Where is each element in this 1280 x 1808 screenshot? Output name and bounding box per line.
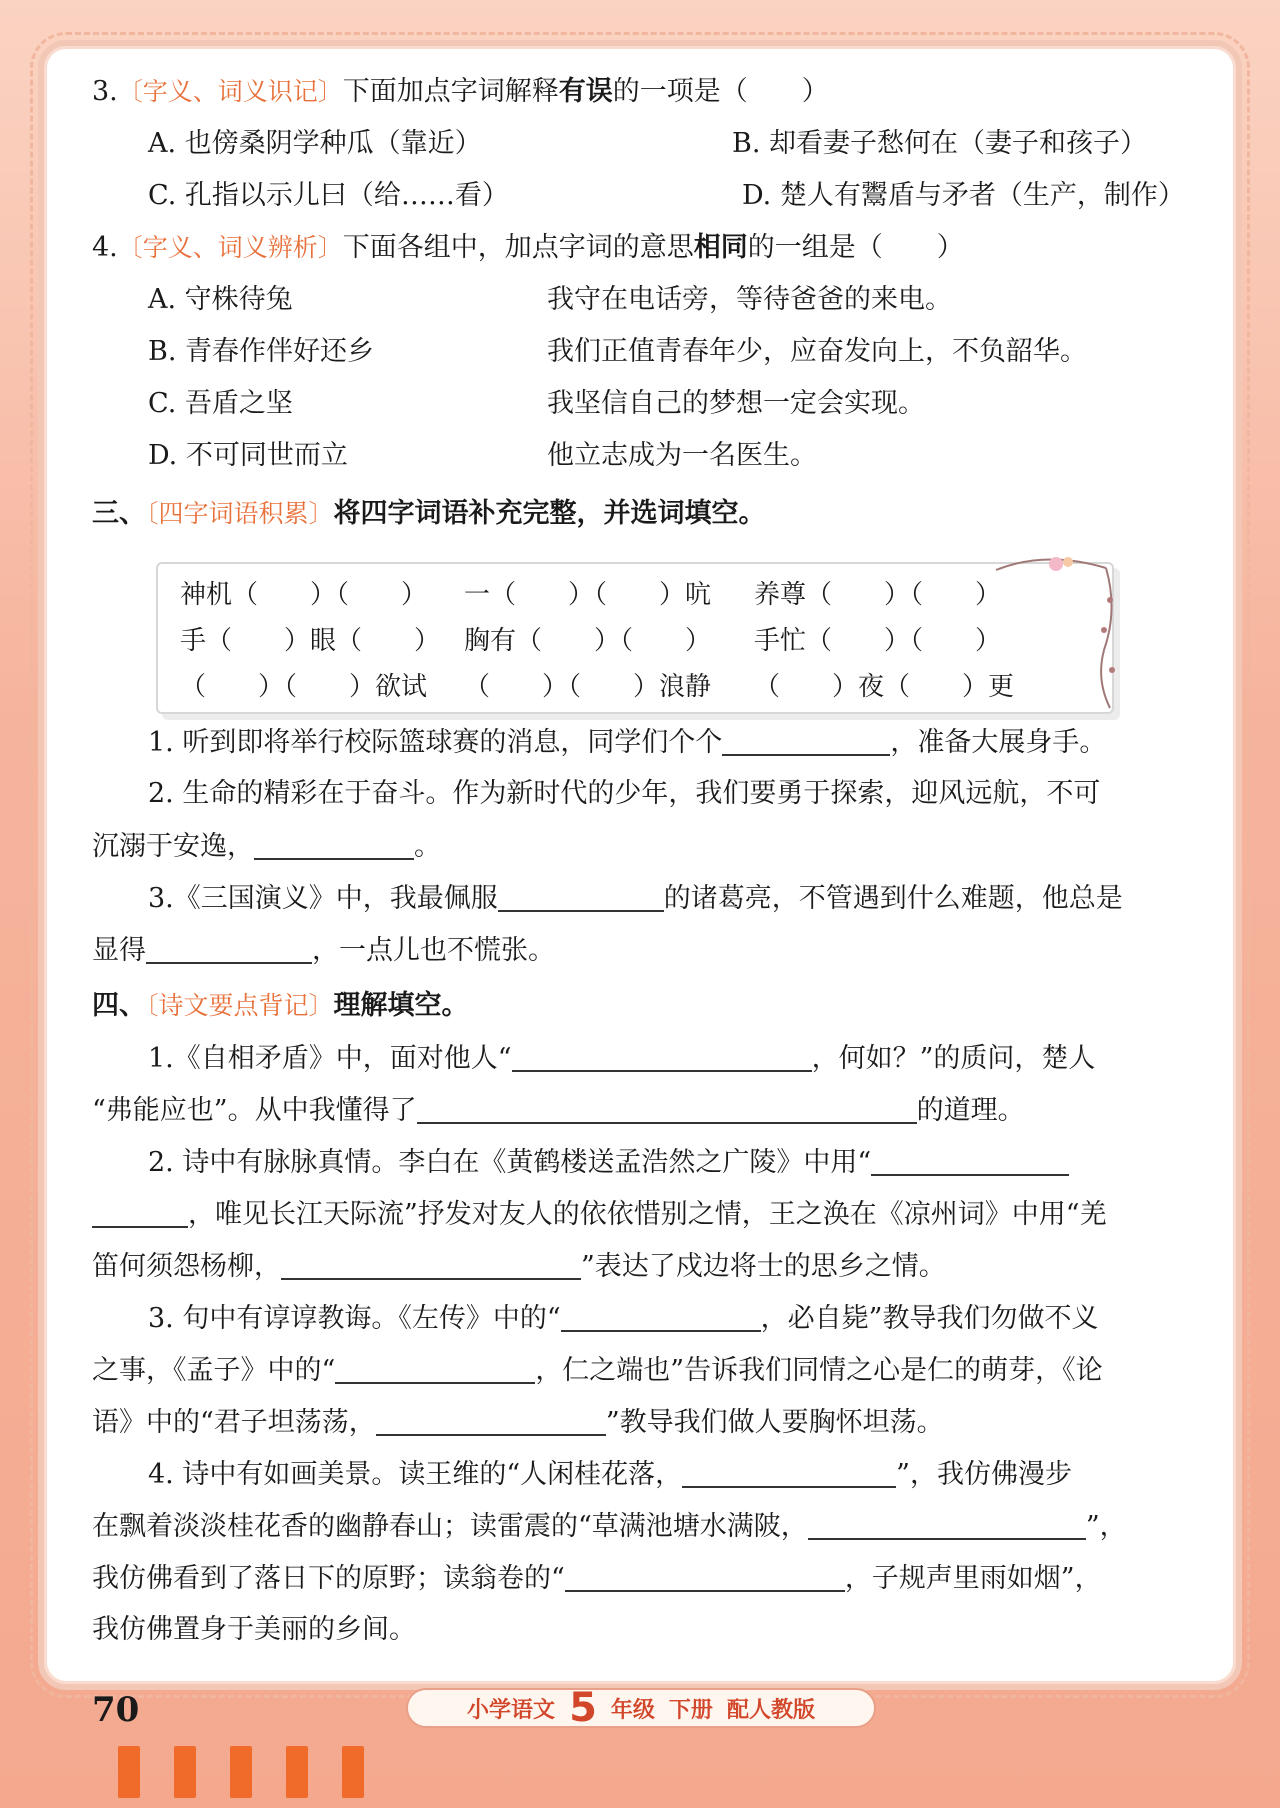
idiom-item[interactable]: 养尊（ ）（ ） (754, 580, 1002, 610)
sec4-p4-cont3 (92, 1616, 1202, 1668)
q3-option-d[interactable]: D. 楚人有鬻盾与矛者（生产，制作） (742, 180, 1185, 211)
q4-option-row (92, 442, 1202, 494)
decorative-bars (118, 1746, 364, 1798)
q3-option-a[interactable]: A. 也傍桑阴学种瓜（靠近） (148, 128, 482, 159)
answer-blank[interactable] (512, 1044, 812, 1072)
q3-option-c[interactable]: C. 孔指以示儿曰（给……看） (148, 180, 509, 211)
answer-blank[interactable] (92, 1200, 188, 1228)
q3-stem-emphasis: 有误 (558, 76, 613, 107)
sec4-tag: 〔诗文要点背记〕 (146, 991, 334, 1020)
q4-option-left[interactable]: D. 不可同世而立 (148, 440, 348, 471)
sec4-p4-mid2: ”， (1085, 1511, 1127, 1542)
sec3-q3-cont (92, 936, 1202, 988)
idiom-item[interactable]: 胸有（ ）（ ） (464, 626, 712, 656)
sec3-heading (92, 500, 1202, 552)
sec4-instruction: 理解填空。 (333, 990, 469, 1021)
sec4-p1-cont (92, 1096, 1202, 1148)
answer-blank[interactable] (722, 728, 890, 756)
sec4-p4-mid: ”，我仿佛漫步 (896, 1459, 1072, 1490)
idiom-item[interactable]: 一（ ）（ ）吭 (464, 580, 712, 610)
answer-blank[interactable] (498, 884, 664, 912)
idiom-row (158, 582, 1112, 626)
idiom-box (156, 562, 1114, 714)
sec4-p3-mid: ，必自毙”教导我们勿做不义 (760, 1303, 1099, 1334)
sec4-p2-cont2 (92, 1252, 1202, 1304)
sec4-p2-cont (92, 1200, 1202, 1252)
term-label: 下册 (668, 1697, 713, 1723)
sec4-p2-text2: ，唯见长江天际流”抒发对友人的依依惜别之情，王之涣在《凉州词》中用“羌 (188, 1199, 1107, 1230)
idiom-item[interactable]: （ ）（ ）欲试 (180, 672, 428, 702)
q4-option-row (92, 338, 1202, 390)
sec4-p3 (92, 1304, 1202, 1356)
q4-stem (92, 234, 1202, 286)
q4-option-left[interactable]: B. 青春作伴好还乡 (148, 336, 375, 367)
sec3-tag: 〔四字词语积累〕 (146, 499, 334, 528)
subject-label: 小学语文 (467, 1697, 556, 1723)
answer-blank[interactable] (561, 1304, 761, 1332)
answer-blank[interactable] (565, 1564, 845, 1592)
answer-blank[interactable] (417, 1096, 917, 1124)
sec3-q3-text: 3.《三国演义》中，我最佩服 (148, 883, 498, 914)
sec3-q2-text: 2. 生命的精彩在于奋斗。作为新时代的少年，我们要勇于探索，迎风远航，不可 (148, 778, 1101, 809)
answer-blank[interactable] (281, 1252, 581, 1280)
grade-number: 5 (569, 1685, 597, 1731)
answer-blank[interactable] (335, 1356, 535, 1384)
deco-bar (342, 1746, 364, 1798)
q4-option-row (92, 286, 1202, 338)
sec4-p2-text3: 笛何须怨杨柳， (92, 1251, 281, 1282)
q3-stem (92, 78, 1202, 130)
answer-blank[interactable] (146, 936, 312, 964)
q3-stem-text: 下面加点字词解释 (342, 76, 559, 107)
sec3-q3 (92, 884, 1202, 936)
sec4-p3-text: 3. 句中有谆谆教诲。《左传》中的“ (148, 1303, 561, 1334)
q3-tag: 〔字义、词义识记〕 (117, 77, 343, 106)
sec4-p3-text2: 之事，《孟子》中的“ (92, 1355, 336, 1386)
sec4-p3-cont2 (92, 1408, 1202, 1460)
sec4-p4-text2: 在飘着淡淡桂花香的幽静春山；读雷震的“草满池塘水满陂， (92, 1511, 808, 1542)
q4-option-right: 我坚信自己的梦想一定会实现。 (547, 388, 925, 419)
sec3-q3-text2: 显得 (92, 935, 146, 966)
sec4-p4-text: 4. 诗中有如画美景。读王维的“人闲桂花落， (148, 1459, 683, 1490)
sec3-q2-cont (92, 832, 1202, 884)
sec4-p4-text3: 我仿佛看到了落日下的原野；读翁卷的“ (92, 1563, 565, 1594)
q4-option-right: 我守在电话旁，等待爸爸的来电。 (547, 284, 952, 315)
q4-option-left[interactable]: A. 守株待兔 (148, 284, 293, 315)
sec4-p4-end: 我仿佛置身于美丽的乡间。 (92, 1614, 416, 1645)
sec4-p2-text: 2. 诗中有脉脉真情。李白在《黄鹤楼送孟浩然之广陵》中用“ (148, 1147, 872, 1178)
sec3-q2 (92, 780, 1202, 832)
q4-option-row (92, 390, 1202, 442)
sec3-q2-end: 。 (414, 831, 441, 862)
idiom-item[interactable]: 神机（ ）（ ） (180, 580, 428, 610)
sec4-p4-cont2 (92, 1564, 1202, 1616)
deco-bar (174, 1746, 196, 1798)
sec4-p3-mid2: ，仁之端也”告诉我们同情之心是仁的萌芽，《论 (535, 1355, 1103, 1386)
sec4-p2 (92, 1148, 1202, 1200)
sec4-heading (92, 992, 1202, 1044)
sec3-q1 (92, 728, 1202, 780)
answer-blank[interactable] (376, 1408, 606, 1436)
sec3-instruction: 将四字词语补充完整，并选词填空。 (333, 498, 766, 529)
sec4-p3-cont (92, 1356, 1202, 1408)
answer-blank[interactable] (808, 1512, 1086, 1540)
q3-options-row2 (92, 182, 1202, 234)
book-info-badge (406, 1685, 876, 1731)
sec4-p3-end: ”教导我们做人要胸怀坦荡。 (605, 1407, 944, 1438)
q4-tag: 〔字义、词义辨析〕 (117, 233, 343, 262)
idiom-row (158, 674, 1112, 718)
q3-option-b[interactable]: B. 却看妻子愁何在（妻子和孩子） (732, 128, 1148, 159)
sec4-p3-text3: 语》中的“君子坦荡荡， (92, 1407, 376, 1438)
sec4-p1-mid: ，何如？”的质问，楚人 (811, 1043, 1096, 1074)
q4-option-right: 他立志成为一名医生。 (547, 440, 817, 471)
sec3-q2-text2: 沉溺于安逸， (92, 831, 254, 862)
sec4-p1-end: 的道理。 (916, 1095, 1025, 1126)
worksheet-content (92, 78, 1202, 1668)
q3-stem-end: 的一项是（ ） (612, 76, 829, 107)
sec3-q1-end: ，准备大展身手。 (890, 727, 1107, 758)
q4-stem-end: 的一组是（ ） (747, 232, 964, 263)
idiom-item[interactable]: （ ）（ ）浪静 (464, 672, 712, 702)
deco-bar (230, 1746, 252, 1798)
q4-option-left[interactable]: C. 吾盾之坚 (148, 388, 293, 419)
edition-label: 配人教版 (726, 1697, 815, 1723)
grade-unit: 年级 (610, 1697, 655, 1723)
answer-blank[interactable] (254, 832, 414, 860)
page-number: 70 (92, 1690, 140, 1730)
idiom-item[interactable]: 手（ ）眼（ ） (180, 626, 441, 656)
q4-stem-text: 下面各组中，加点字词的意思 (342, 232, 694, 263)
q3-number: 3. (92, 76, 118, 107)
idiom-item[interactable]: 手忙（ ）（ ） (754, 626, 1002, 656)
q3-options-row1 (92, 130, 1202, 182)
deco-bar (118, 1746, 140, 1798)
q4-number: 4. (92, 232, 118, 263)
sec4-p1-text: 1.《自相矛盾》中，面对他人“ (148, 1043, 512, 1074)
sec4-p1 (92, 1044, 1202, 1096)
deco-bar (286, 1746, 308, 1798)
sec4-p4-cont (92, 1512, 1202, 1564)
sec3-number: 三、 (92, 498, 146, 529)
sec4-p4-mid3: ，子规声里雨如烟”， (844, 1563, 1102, 1594)
sec3-q3-end: ，一点儿也不慌张。 (312, 935, 555, 966)
sec4-number: 四、 (92, 990, 146, 1021)
idiom-row (158, 628, 1112, 672)
idiom-item[interactable]: （ ）夜（ ）更 (754, 672, 1015, 702)
q4-option-right: 我们正值青春年少，应奋发向上，不负韶华。 (547, 336, 1087, 367)
sec3-q3-mid: 的诸葛亮，不管遇到什么难题，他总是 (663, 883, 1123, 914)
sec4-p1-text2: “弗能应也”。从中我懂得了 (92, 1095, 417, 1126)
q4-stem-emphasis: 相同 (693, 232, 748, 263)
answer-blank[interactable] (871, 1148, 1069, 1176)
sec4-p4 (92, 1460, 1202, 1512)
sec3-q1-text: 1. 听到即将举行校际篮球赛的消息，同学们个个 (148, 727, 723, 758)
answer-blank[interactable] (682, 1460, 896, 1488)
sec4-p2-end: ”表达了戍边将士的思乡之情。 (581, 1251, 946, 1282)
